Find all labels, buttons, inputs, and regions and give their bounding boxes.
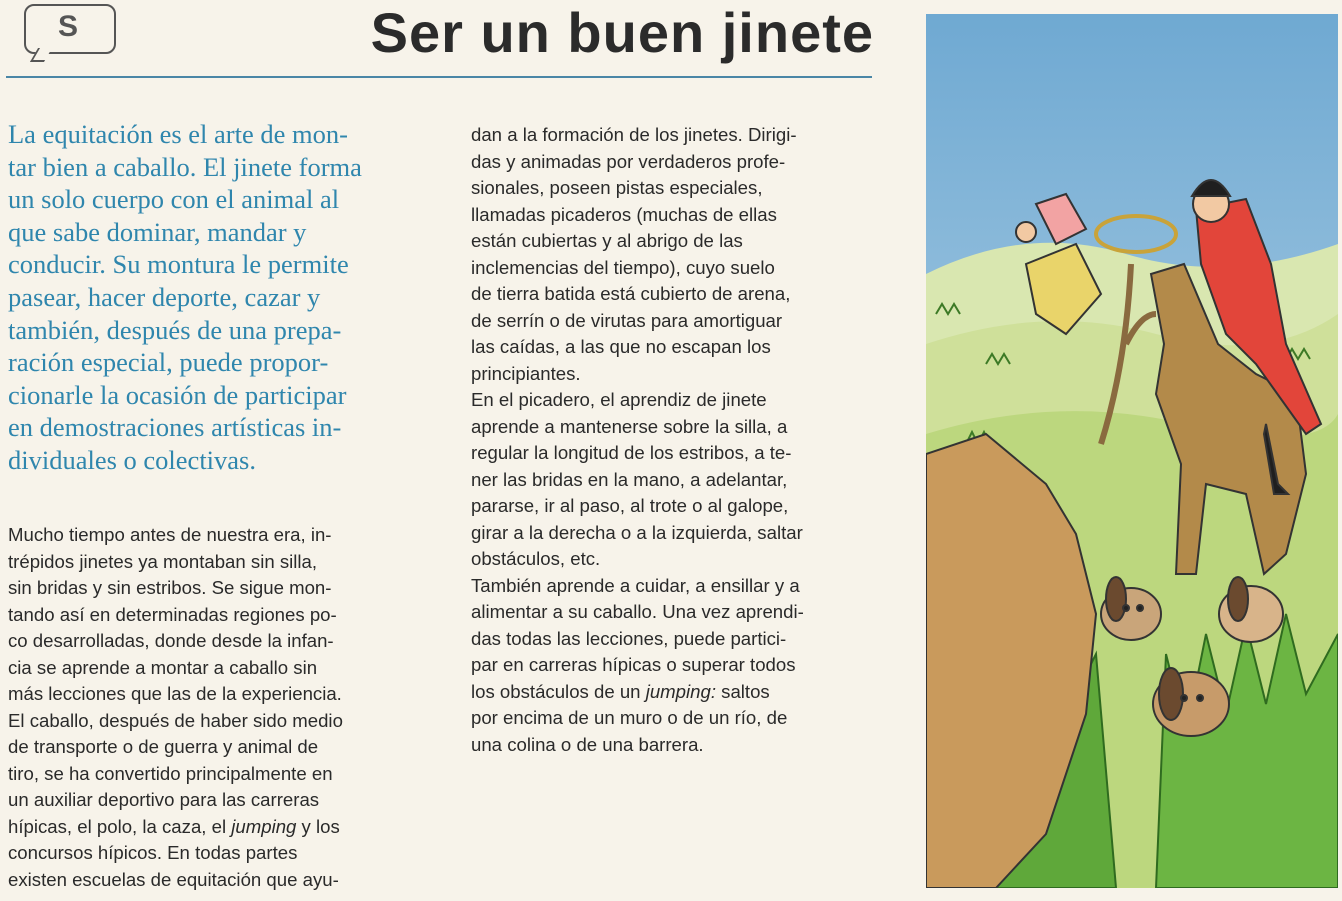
body-paragraph (471, 387, 877, 573)
body-text: y los (296, 815, 340, 837)
body-line: concursos hípicos. En todas partes (8, 842, 298, 863)
body-line: de tierra batida está cubierto de arena, (471, 283, 791, 304)
body-line: sin bridas y sin estribos. Se sigue mon- (8, 577, 332, 598)
page-title: Ser un buen jinete (370, 1, 874, 64)
body-line: También aprende a cuidar, a ensillar y a (471, 574, 800, 596)
body-paragraph (471, 573, 877, 759)
body-line: Mucho tiempo antes de nuestra era, in- (8, 524, 332, 545)
intro-line: un solo cuerpo con el animal al (8, 184, 340, 215)
intro-paragraph (8, 118, 412, 477)
intro-line: que sabe dominar, mandar y (8, 216, 307, 247)
intro-line: La equitación es el arte de mon- (8, 119, 348, 149)
body-line: cia se aprende a montar a caballo sin (8, 656, 318, 678)
italic-term: jumping (231, 815, 297, 837)
body-line: trépidos jinetes ya montaban sin silla, (8, 550, 318, 572)
body-column-right (471, 122, 877, 758)
body-line: El caballo, después de haber sido medio (8, 709, 343, 731)
body-line: principiantes. (471, 362, 581, 384)
body-line: más lecciones que las de la experiencia. (8, 683, 342, 704)
body-line: existen escuelas de equitación que ayu- (8, 868, 339, 890)
body-line: un auxiliar deportivo para las carreras (8, 789, 320, 810)
section-badge (24, 4, 116, 54)
body-line: co desarrolladas, donde desde la infan- (8, 630, 334, 651)
body-line (471, 679, 877, 706)
body-text: saltos (715, 680, 770, 702)
body-line (8, 814, 414, 841)
body-column-left (8, 522, 414, 893)
body-line: En el picadero, el aprendiz de jinete (471, 389, 767, 410)
intro-line: cionarle la ocasión de participar (8, 379, 347, 410)
body-line: regular la longitud de los estribos, a te- (471, 442, 792, 463)
intro-line: tar bien a caballo. El jinete forma (8, 151, 362, 182)
section-badge-letter: S (57, 10, 78, 43)
body-line: das todas las lecciones, puede partici- (471, 627, 787, 649)
body-line: pararse, ir al paso, al trote o al galope, (471, 495, 789, 516)
body-line: obstáculos, etc. (471, 548, 601, 569)
body-line: tiro, se ha convertido principalmente en (8, 762, 333, 784)
body-line: las caídas, a las que no escapan los (471, 336, 771, 357)
intro-line: conducir. Su montura le permite (8, 249, 349, 280)
body-line: dan a la formación de los jinetes. Dirigi- (471, 124, 797, 145)
intro-line: pasear, hacer deporte, cazar y (8, 281, 321, 312)
body-line: llamadas picaderos (muchas de ellas (471, 203, 777, 225)
body-line: tando así en determinadas regiones po- (8, 603, 337, 625)
body-text: los obstáculos de un (471, 680, 646, 702)
intro-line: ración especial, puede propor- (8, 347, 329, 378)
body-line: de serrín o de virutas para amortiguar (471, 309, 783, 331)
body-line: das y animadas por verdaderos profe- (471, 150, 786, 172)
body-line: girar a la derecha o a la izquierda, saltar (471, 521, 803, 543)
body-line: sionales, poseen pistas especiales, (471, 177, 763, 198)
fox-hunt-illustration (926, 14, 1338, 888)
body-line: aprende a mantenerse sobre la silla, a (471, 415, 788, 437)
body-text: hípicas, el polo, la caza, el (8, 815, 232, 837)
body-line: de transporte o de guerra y animal de (8, 736, 319, 757)
body-line: par en carreras hípicas o superar todos (471, 654, 796, 675)
intro-line: dividuales o colectivas. (8, 444, 256, 475)
body-paragraph (471, 122, 877, 387)
body-line: por encima de un muro o de un río, de (471, 707, 788, 728)
body-line: ner las bridas en la mano, a adelantar, (471, 468, 788, 490)
intro-line: en demostraciones artísticas in- (8, 412, 342, 443)
body-line: una colina o de una barrera. (471, 733, 704, 755)
body-line: están cubiertas y al abrigo de las (471, 230, 743, 251)
body-line: inclemencias del tiempo), cuyo suelo (471, 256, 775, 278)
body-line: alimentar a su caballo. Una vez aprendi- (471, 601, 804, 622)
intro-line: también, después de una prepa- (8, 314, 342, 345)
title-rule (6, 76, 872, 78)
italic-term: jumping: (645, 680, 716, 702)
